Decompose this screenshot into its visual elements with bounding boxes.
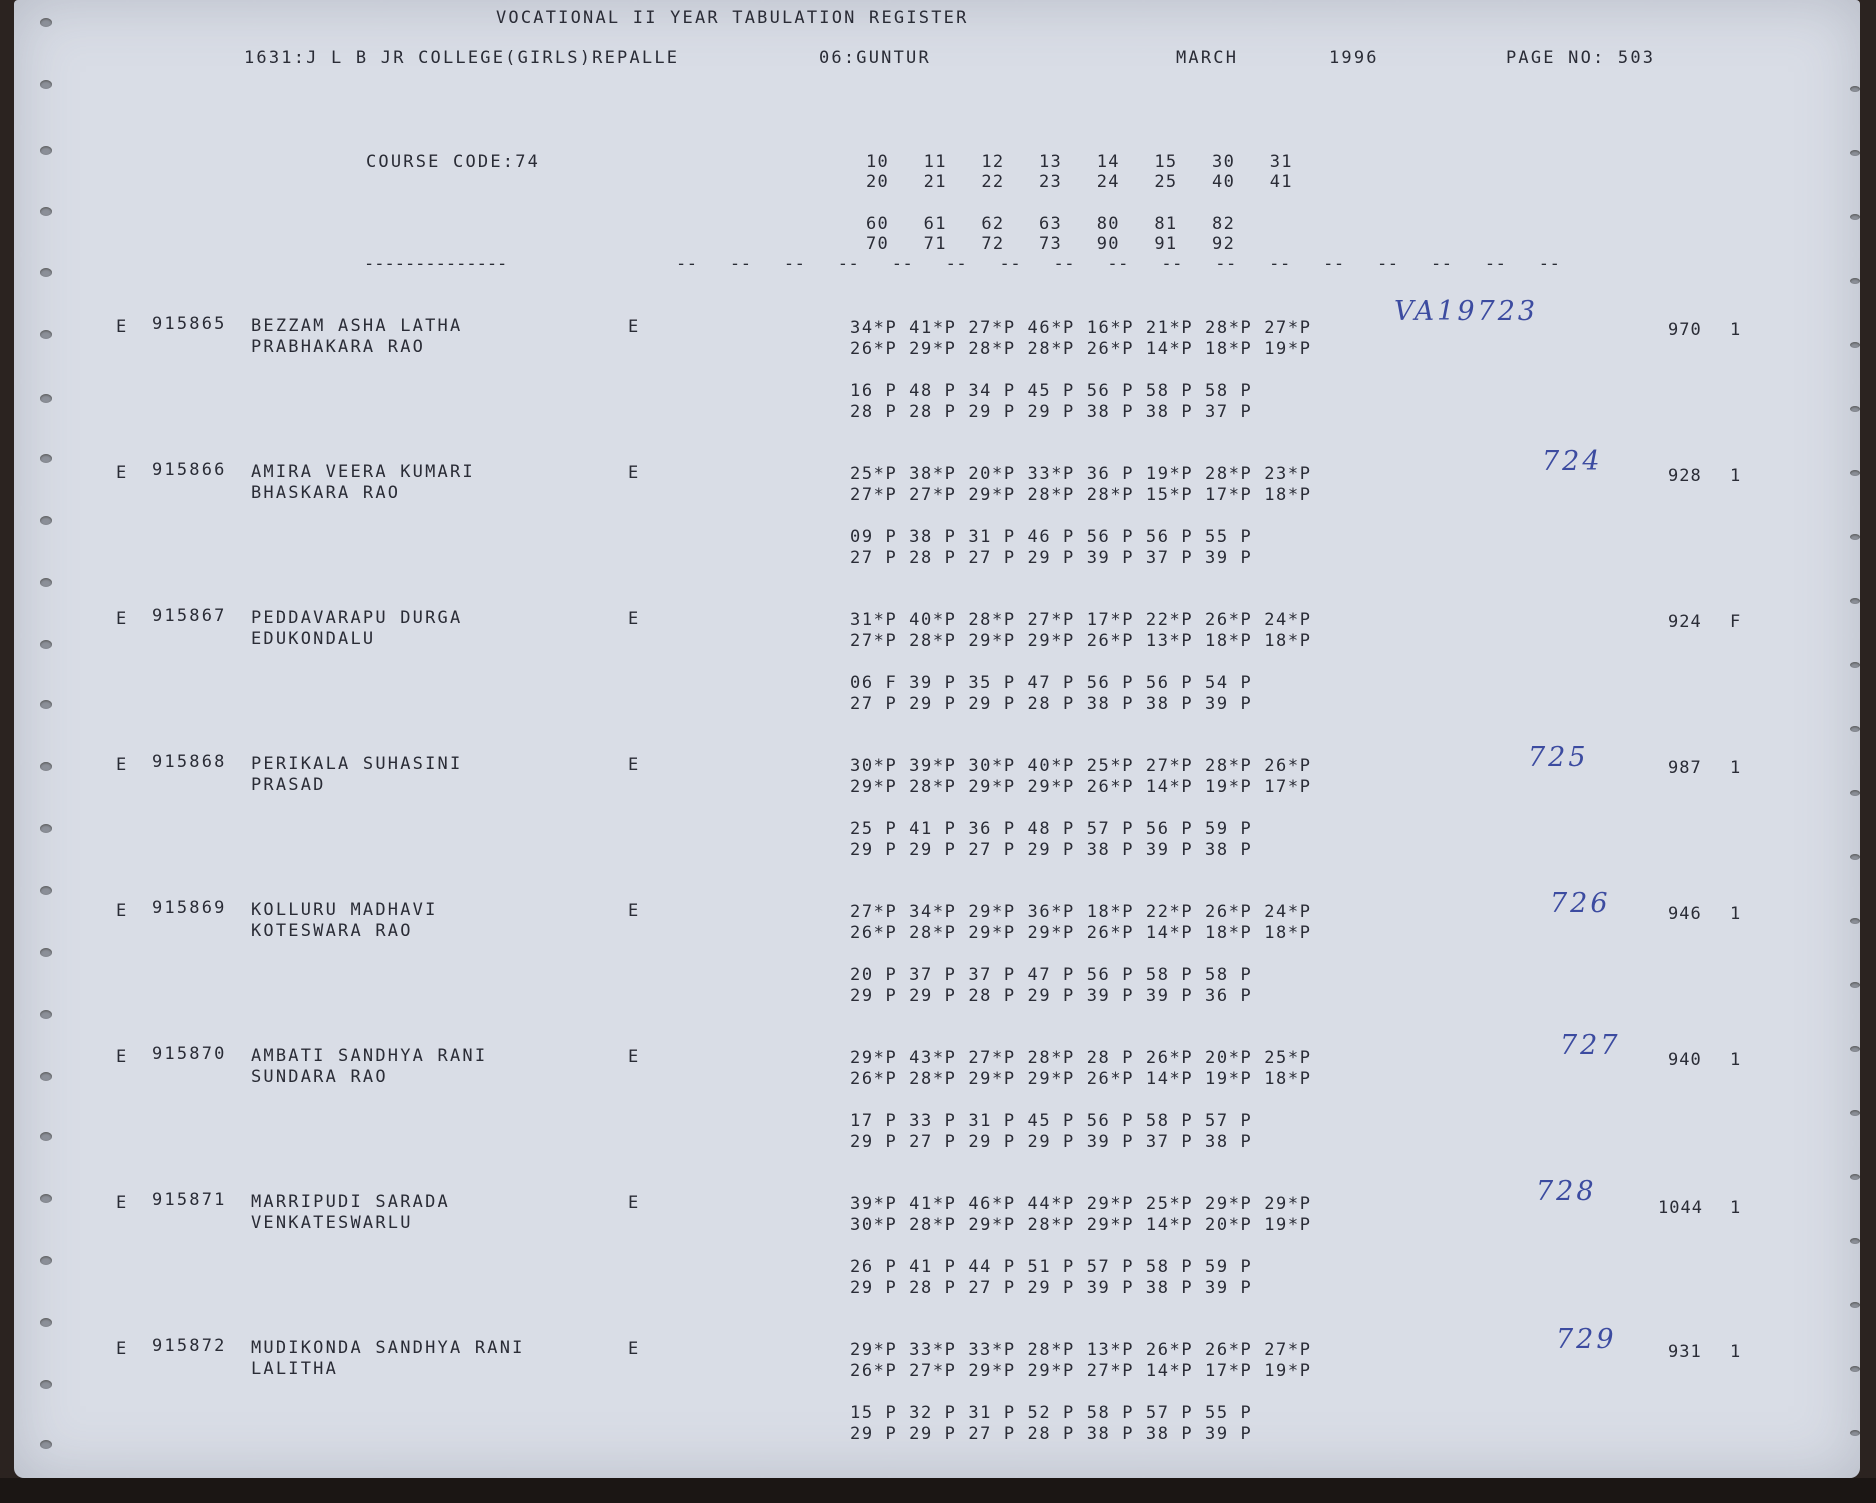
marks-row-1: 39*P 41*P 46*P 44*P 29*P 25*P 29*P 29*P	[850, 1194, 1312, 1214]
father-name: PRASAD	[251, 775, 326, 795]
marks-row-1: 31*P 40*P 28*P 27*P 17*P 22*P 26*P 24*P	[850, 610, 1312, 630]
roll-number: 915867	[152, 606, 227, 626]
record-category: E	[116, 1339, 129, 1359]
marks-row-2: 26*P 28*P 29*P 29*P 26*P 14*P 18*P 18*P	[850, 923, 1312, 943]
record-category: E	[116, 463, 129, 483]
medium: E	[628, 317, 641, 337]
total-marks: 931	[1668, 1342, 1702, 1362]
marks-row-3: 17 P 33 P 31 P 45 P 56 P 58 P 57 P	[850, 1111, 1253, 1131]
total-marks: 946	[1668, 904, 1702, 924]
student-record	[14, 604, 1860, 744]
handwritten-annotation: VA19723	[1394, 296, 1539, 327]
marks-row-4: 29 P 29 P 27 P 29 P 38 P 39 P 38 P	[850, 840, 1253, 860]
medium: E	[628, 609, 641, 629]
medium: E	[628, 901, 641, 921]
handwritten-annotation: 727	[1560, 1030, 1621, 1061]
roll-number: 915866	[152, 460, 227, 480]
marks-row-2: 30*P 28*P 29*P 28*P 29*P 14*P 20*P 19*P	[850, 1215, 1312, 1235]
total-marks: 987	[1668, 758, 1702, 778]
marks-row-3: 26 P 41 P 44 P 51 P 57 P 58 P 59 P	[850, 1257, 1253, 1277]
record-category: E	[116, 1047, 129, 1067]
handwritten-annotation: 726	[1550, 888, 1611, 919]
marks-row-4: 27 P 28 P 27 P 29 P 39 P 37 P 39 P	[850, 548, 1253, 568]
total-marks: 1044	[1658, 1198, 1703, 1218]
total-marks: 970	[1668, 320, 1702, 340]
student-record	[14, 446, 1860, 598]
marks-row-4: 29 P 28 P 27 P 29 P 39 P 38 P 39 P	[850, 1278, 1253, 1298]
medium: E	[628, 1193, 641, 1213]
student-name: BEZZAM ASHA LATHA	[251, 316, 463, 336]
result-status: F	[1730, 612, 1743, 632]
marks-row-1: 27*P 34*P 29*P 36*P 18*P 22*P 26*P 24*P	[850, 902, 1312, 922]
total-marks: 940	[1668, 1050, 1702, 1070]
marks-row-3: 15 P 32 P 31 P 52 P 58 P 57 P 55 P	[850, 1403, 1253, 1423]
student-name: AMBATI SANDHYA RANI	[251, 1046, 488, 1066]
marks-row-4: 27 P 29 P 29 P 28 P 38 P 38 P 39 P	[850, 694, 1253, 714]
total-marks: 928	[1668, 466, 1702, 486]
marks-row-4: 29 P 29 P 27 P 28 P 38 P 38 P 39 P	[850, 1424, 1253, 1444]
course-code: COURSE CODE:74	[366, 152, 541, 172]
result-status: 1	[1730, 1198, 1743, 1218]
marks-row-1: 34*P 41*P 27*P 46*P 16*P 21*P 28*P 27*P	[850, 318, 1312, 338]
roll-number: 915870	[152, 1044, 227, 1064]
record-category: E	[116, 755, 129, 775]
student-name: AMIRA VEERA KUMARI	[251, 462, 475, 482]
result-status: 1	[1730, 904, 1743, 924]
medium: E	[628, 1047, 641, 1067]
marks-row-4: 29 P 27 P 29 P 29 P 39 P 37 P 38 P	[850, 1132, 1253, 1152]
college-name: 1631:J L B JR COLLEGE(GIRLS)REPALLE	[244, 48, 680, 68]
father-name: KOTESWARA RAO	[251, 921, 413, 941]
name-underline: --------------	[364, 254, 508, 274]
record-category: E	[116, 317, 129, 337]
marks-row-1: 25*P 38*P 20*P 33*P 36 P 19*P 28*P 23*P	[850, 464, 1312, 484]
exam-month: MARCH	[1176, 48, 1239, 68]
roll-number: 915868	[152, 752, 227, 772]
father-name: LALITHA	[251, 1359, 339, 1379]
medium: E	[628, 1339, 641, 1359]
roll-number: 915871	[152, 1190, 227, 1210]
result-status: 1	[1730, 1342, 1743, 1362]
student-record	[14, 742, 1860, 890]
medium: E	[628, 755, 641, 775]
student-name: KOLLURU MADHAVI	[251, 900, 438, 920]
student-record	[14, 296, 1860, 452]
marks-row-4: 28 P 28 P 29 P 29 P 38 P 38 P 37 P	[850, 402, 1253, 422]
handwritten-annotation: 729	[1556, 1324, 1617, 1355]
father-name: EDUKONDALU	[251, 629, 376, 649]
handwritten-annotation: 728	[1536, 1176, 1597, 1207]
marks-row-2: 27*P 28*P 29*P 29*P 26*P 13*P 18*P 18*P	[850, 631, 1312, 651]
marks-row-2: 26*P 29*P 28*P 28*P 26*P 14*P 18*P 19*P	[850, 339, 1312, 359]
register-title: VOCATIONAL II YEAR TABULATION REGISTER	[496, 8, 969, 28]
medium: E	[628, 463, 641, 483]
student-name: MARRIPUDI SARADA	[251, 1192, 450, 1212]
marks-row-2: 26*P 27*P 29*P 29*P 27*P 14*P 17*P 19*P	[850, 1361, 1312, 1381]
total-marks: 924	[1668, 612, 1702, 632]
record-category: E	[116, 901, 129, 921]
roll-number: 915872	[152, 1336, 227, 1356]
column-underlines: -- -- -- -- -- -- -- -- -- -- -- -- -- -- -- -- --	[676, 254, 1561, 274]
result-status: 1	[1730, 1050, 1743, 1070]
father-name: PRABHAKARA RAO	[251, 337, 426, 357]
marks-row-2: 27*P 27*P 29*P 28*P 28*P 15*P 17*P 18*P	[850, 485, 1312, 505]
student-record	[14, 888, 1860, 1036]
student-name: MUDIKONDA SANDHYA RANI	[251, 1338, 525, 1358]
father-name: SUNDARA RAO	[251, 1067, 388, 1087]
father-name: BHASKARA RAO	[251, 483, 401, 503]
marks-row-3: 09 P 38 P 31 P 46 P 56 P 56 P 55 P	[850, 527, 1253, 547]
subject-codes-row-1: 10 11 12 13 14 15 30 31	[866, 152, 1293, 172]
marks-row-3: 25 P 41 P 36 P 48 P 57 P 56 P 59 P	[850, 819, 1253, 839]
marks-row-1: 30*P 39*P 30*P 40*P 25*P 27*P 28*P 26*P	[850, 756, 1312, 776]
record-category: E	[116, 1193, 129, 1213]
marks-row-2: 29*P 28*P 29*P 29*P 26*P 14*P 19*P 17*P	[850, 777, 1312, 797]
marks-row-2: 26*P 28*P 29*P 29*P 26*P 14*P 19*P 18*P	[850, 1069, 1312, 1089]
result-status: 1	[1730, 758, 1743, 778]
marks-row-3: 20 P 37 P 37 P 47 P 56 P 58 P 58 P	[850, 965, 1253, 985]
exam-year: 1996	[1329, 48, 1379, 68]
register-sheet	[14, 0, 1860, 1478]
student-record	[14, 1324, 1860, 1474]
father-name: VENKATESWARLU	[251, 1213, 413, 1233]
student-name: PEDDAVARAPU DURGA	[251, 608, 463, 628]
result-status: 1	[1730, 320, 1743, 340]
student-record	[14, 1030, 1860, 1182]
page-number: PAGE NO: 503	[1506, 48, 1656, 68]
record-category: E	[116, 609, 129, 629]
subject-codes-row-2: 20 21 22 23 24 25 40 41	[866, 172, 1293, 192]
marks-row-3: 06 F 39 P 35 P 47 P 56 P 56 P 54 P	[850, 673, 1253, 693]
handwritten-annotation: 724	[1542, 446, 1603, 477]
marks-row-4: 29 P 29 P 28 P 29 P 39 P 39 P 36 P	[850, 986, 1253, 1006]
handwritten-annotation: 725	[1528, 742, 1589, 773]
marks-row-1: 29*P 33*P 33*P 28*P 13*P 26*P 26*P 27*P	[850, 1340, 1312, 1360]
roll-number: 915865	[152, 314, 227, 334]
result-status: 1	[1730, 466, 1743, 486]
marks-row-1: 29*P 43*P 27*P 28*P 28 P 26*P 20*P 25*P	[850, 1048, 1312, 1068]
student-record	[14, 1176, 1860, 1328]
roll-number: 915869	[152, 898, 227, 918]
background-edge	[0, 1478, 1876, 1503]
district-name: 06:GUNTUR	[819, 48, 931, 68]
subject-codes-row-4: 70 71 72 73 90 91 92	[866, 234, 1236, 254]
subject-codes-row-3: 60 61 62 63 80 81 82	[866, 214, 1236, 234]
marks-row-3: 16 P 48 P 34 P 45 P 56 P 58 P 58 P	[850, 381, 1253, 401]
student-name: PERIKALA SUHASINI	[251, 754, 463, 774]
